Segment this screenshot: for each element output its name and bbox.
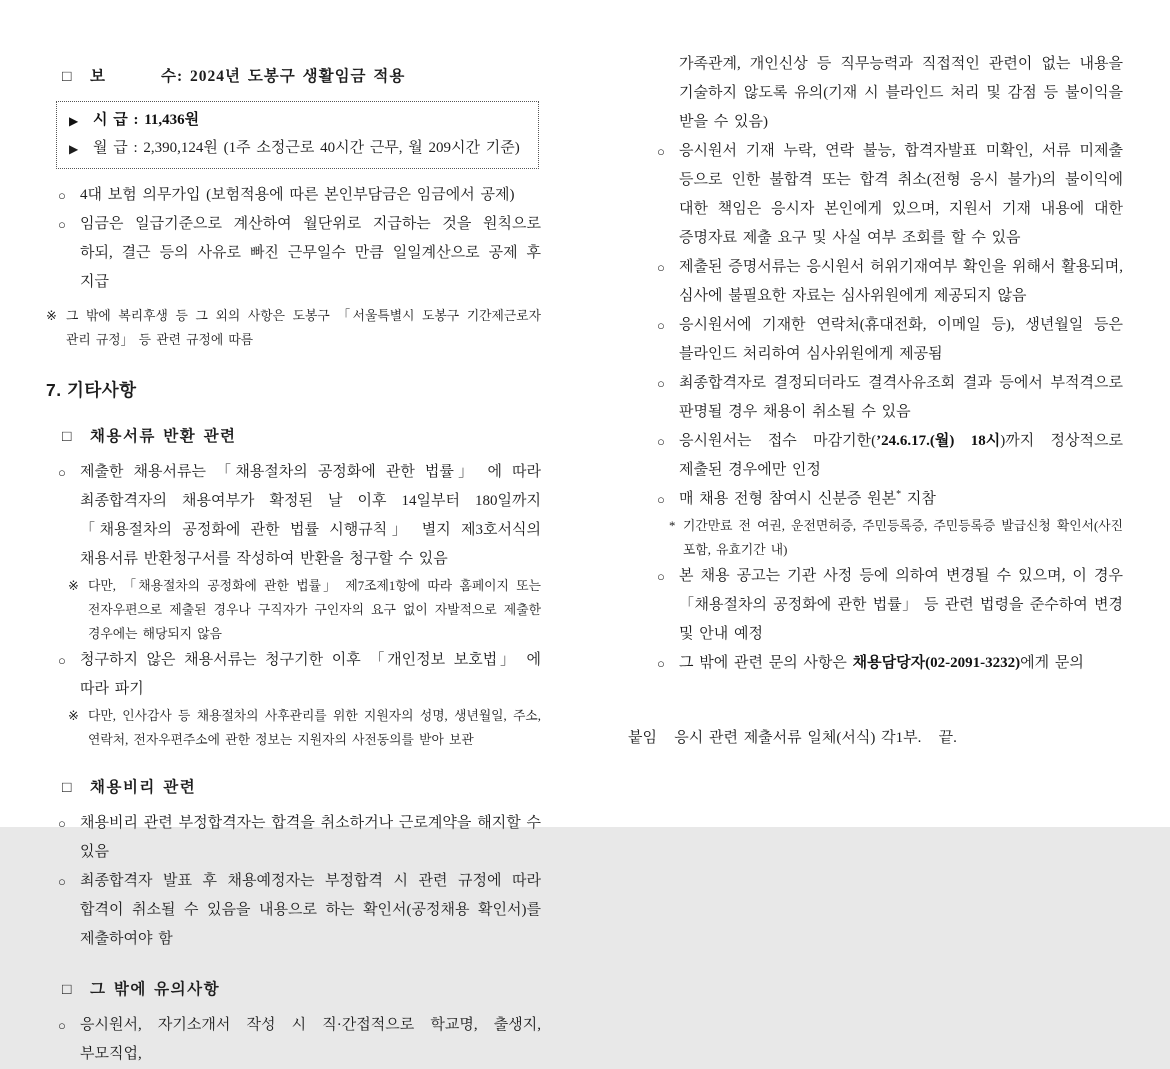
return-bullet-2-text: 청구하지 않은 채용서류는 청구기한 이후 「개인정보 보호법」 에 따라 파기 [80,652,541,697]
asterisk-bullet-icon: * [669,519,676,533]
payment-bullet [58,210,541,297]
return-section-title-text: 채용서류 반환 관련 [90,428,237,445]
corruption-bullet-2-text: 최종합격자 발표 후 채용예정자는 부정합격 시 관련 규정에 따라 합격이 취소될 수 있음을 내용으로 하는 확인서(공정채용 확인서)를 제출하여야 함 [80,873,541,947]
caution-section-title [62,975,541,1004]
id-card-note [669,514,1123,562]
deadline-bullet [657,427,1123,485]
return-section-title [62,422,541,451]
square-bullet-icon: □ [62,779,72,796]
corruption-bullet-1-text: 채용비리 관련 부정합격자는 합격을 취소하거나 근로계약을 해지할 수 있음 [80,815,541,860]
attachment-line [628,724,1123,753]
circle-bullet-icon: ○ [58,217,66,232]
reference-mark-icon: ※ [68,579,79,593]
change-bullet-text: 본 채용 공고는 기관 사정 등에 의하여 변경될 수 있으며, 이 경우 「채용절차의 공정화에 관한 법률」 등 관련 법령을 준수하여 변경 및 안내 예정 [679,568,1123,642]
attachment-text: 붙임 응시 관련 제출서류 일체(서식) 각1부. 끝. [628,730,957,746]
hourly-wage-text: 시 급 : 11,436원 [93,112,200,128]
id-card-bullet [657,485,1123,514]
responsibility-bullet-text: 응시원서 기재 누락, 연락 불능, 합격자발표 미확인, 서류 미제출 등으로 인한 불합격 또는 합격 취소(전형 응시 불가)의 불이익에 대한 책임은 응시자 본인에게 있으며, 지원서 기재 내용에 대한 증명자료 제출 요구 및 사실 여부 조회를 할 수 있음 [679,143,1123,246]
contact-bullet [657,649,1123,678]
caution-bullet-1-continuation [679,50,1123,137]
payment-bullet-text: 임금은 일급기준으로 계산하여 월단위로 지급하는 것을 원칙으로 하되, 결근 등의 사유로 빠진 근무일수 만큼 일일계산으로 공제 후 지급 [80,216,541,290]
caution-continuation-text: 가족관계, 개인신상 등 직무능력과 직접적인 관련이 없는 내용을 기술하지 않도록 유의(기재 시 블라인드 처리 및 감점 등 불이익을 받을 수 있음) [679,56,1123,130]
arrow-bullet-icon: ▶ [69,114,79,128]
insurance-bullet-text: 4대 보험 의무가입 (보험적용에 따른 본인부담금은 임금에서 공제) [80,187,515,203]
deadline-pre: 응시원서는 접수 마감기한( [679,433,877,449]
circle-bullet-icon: ○ [657,376,665,391]
circle-bullet-icon: ○ [657,492,665,507]
disqualify-bullet-text: 최종합격자로 결정되더라도 결격사유조회 결과 등에서 부적격으로 판명될 경우 채용이 취소될 수 있음 [679,375,1123,420]
contact-bullet-text [679,649,1123,678]
return-bullet-1-text: 제출한 채용서류는 「채용절차의 공정화에 관한 법률」 에 따라 최종합격자의 채용여부가 확정된 날 이후 14일부터 180일까지 「채용절차의 공정화에 관한 법률 시행규칙」 별지 제3호서식의 채용서류 반환청구서를 작성하여 반환을 청구할 수 있음 [80,464,541,567]
pay-section-title [62,62,541,91]
change-bullet [657,562,1123,649]
corruption-section-title [62,773,541,802]
circle-bullet-icon: ○ [657,260,665,275]
circle-bullet-icon: ○ [58,188,66,203]
reference-mark-icon: ※ [68,709,79,723]
documents-bullet [657,253,1123,311]
left-column [46,50,541,1062]
welfare-note-text: 그 밖에 복리후생 등 그 외의 사항은 도봉구 「서울특별시 도봉구 기간제근로자 관리 규정」 등 관련 규정에 따름 [66,309,541,347]
deadline-post: )까지 정상적으로 제출된 경우에만 인정 [679,433,1124,478]
id-card-note-text: 기간만료 전 여권, 운전면허증, 주민등록증, 주민등록증 발급신청 확인서(사진 포함, 유효기간 내) [683,519,1123,557]
monthly-wage-line [69,135,526,163]
caution-bullet-1-text: 응시원서, 자기소개서 작성 시 직·간접적으로 학교명, 출생지, 부모직업, [80,1017,541,1062]
square-bullet-icon: □ [62,981,72,998]
insurance-bullet [58,181,541,210]
monthly-wage-text: 월 급 : 2,390,124원 (1주 소정근로 40시간 근무, 월 209시간 기준) [93,140,520,156]
return-bullet-1 [58,458,541,574]
contact-pre: 그 밖에 관련 문의 사항은 [679,655,853,671]
return-note-2-text: 다만, 인사감사 등 채용절차의 사후관리를 위한 지원자의 성명, 생년월일, 주소, 연락처, 전자우편주소에 관한 정보는 지원자의 사전동의를 받아 보관 [88,709,541,747]
right-column [628,50,1123,827]
blind-bullet-text: 응시원서에 기재한 연락처(휴대전화, 이메일 등), 생년월일 등은 블라인드 처리하여 심사위원에게 제공됨 [679,317,1123,362]
return-bullet-2 [58,646,541,704]
footnote-asterisk: * [896,489,902,500]
caution-bullet-1 [58,1011,541,1069]
id-card-post: 지참 [901,491,936,507]
circle-bullet-icon: ○ [58,465,66,480]
contact-person-phone: 채용담당자(02-2091-3232) [852,655,1021,671]
circle-bullet-icon: ○ [657,656,665,671]
documents-bullet-text: 제출된 증명서류는 응시원서 허위기재여부 확인을 위해서 활용되며, 심사에 불필요한 자료는 심사위원에게 제공되지 않음 [679,259,1123,304]
circle-bullet-icon: ○ [58,874,66,889]
wage-info-box [56,101,539,169]
square-bullet-icon: □ [62,68,73,85]
caution-section-title-text: 그 밖에 유의사항 [90,981,221,998]
corruption-bullet-2 [58,867,541,954]
deadline-bullet-text [679,427,1123,485]
return-note-1 [68,574,541,646]
circle-bullet-icon: ○ [58,653,66,668]
circle-bullet-icon: ○ [58,816,66,831]
corruption-section-title-text: 채용비리 관련 [90,779,197,796]
circle-bullet-icon: ○ [58,1018,66,1033]
deadline-date: ’24.6.17.(월) 18시 [876,433,1001,449]
arrow-bullet-icon: ▶ [69,142,79,156]
id-card-bullet-text [679,485,1123,514]
contact-post: 에게 문의 [1020,655,1084,671]
welfare-note [46,304,541,352]
square-bullet-icon: □ [62,428,72,445]
circle-bullet-icon: ○ [657,569,665,584]
reference-mark-icon: ※ [46,309,57,323]
id-card-pre: 매 채용 전형 참여시 신분증 원본 [679,491,897,507]
circle-bullet-icon: ○ [657,144,665,159]
blind-bullet [657,311,1123,369]
return-note-1-text: 다만, 「채용절차의 공정화에 관한 법률」 제7조제1항에 따라 홈페이지 또는 전자우편으로 제출된 경우나 구직자가 구인자의 요구 없이 자발적으로 제출한 경우에는 해당되지 않음 [88,579,541,641]
pay-section-title-text: 보 수: 2024년 도봉구 생활임금 적용 [90,68,406,85]
return-note-2 [68,704,541,752]
disqualify-bullet [657,369,1123,427]
responsibility-bullet [657,137,1123,253]
circle-bullet-icon: ○ [657,318,665,333]
hourly-wage-line [69,107,526,135]
corruption-bullet-1 [58,809,541,867]
section-7-heading: 7. 기타사항 [46,380,137,400]
circle-bullet-icon: ○ [657,434,665,449]
